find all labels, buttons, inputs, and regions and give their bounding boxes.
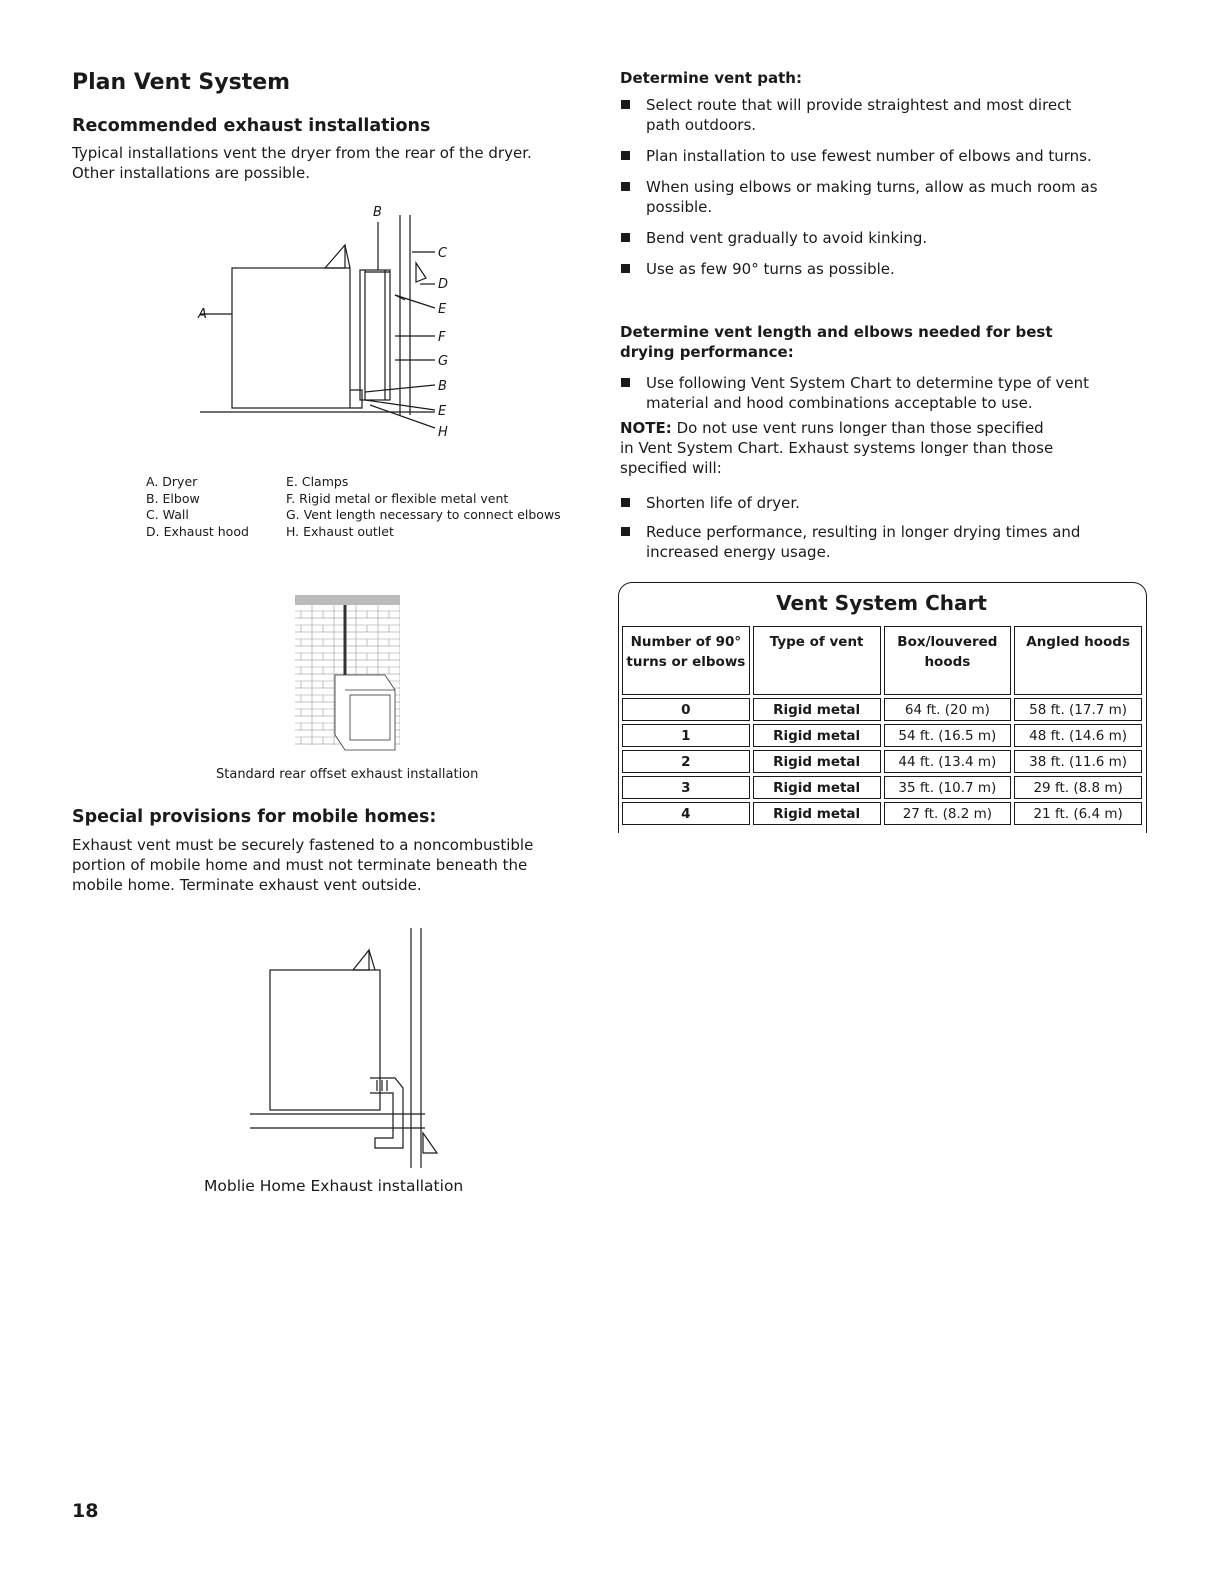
list-item: Select route that will provide straightest and most direct path outdoors.: [620, 95, 1100, 135]
vent-length-list: [620, 373, 1100, 413]
legend-item: C. Wall: [146, 507, 189, 522]
page-number: 18: [72, 1500, 99, 1522]
cell-turns: 4: [622, 802, 750, 825]
table-row: [622, 802, 1142, 825]
cell-box-hood-length: 44 ft. (13.4 m): [884, 750, 1012, 773]
list-item: Shorten life of dryer.: [620, 493, 1100, 513]
list-item: Use as few 90° turns as possible.: [620, 259, 1100, 279]
list-item: Plan installation to use fewest number of elbows and turns.: [620, 146, 1100, 166]
header-vent-type: Type of vent: [753, 626, 881, 695]
cell-angled-hood-length: 38 ft. (11.6 m): [1014, 750, 1142, 773]
legend-column-1: [146, 474, 276, 540]
list-item: Use following Vent System Chart to determine type of vent material and hood combinations acceptable to use.: [620, 373, 1100, 413]
mobile-home-exhaust-diagram: [245, 928, 455, 1173]
section-heading-recommended: Recommended exhaust installations: [72, 116, 431, 136]
label-g: G: [438, 354, 449, 369]
note-label: NOTE:: [620, 419, 672, 437]
dryer-sketch: [335, 675, 395, 750]
ceiling: [295, 595, 400, 605]
label-b-top: B: [373, 205, 382, 220]
vent-path-list: [620, 95, 1100, 279]
legend-item: G. Vent length necessary to connect elbows: [286, 507, 561, 522]
cell-angled-hood-length: 48 ft. (14.6 m): [1014, 724, 1142, 747]
dryer-body: [270, 970, 380, 1110]
legend-column-2: [286, 474, 596, 540]
legend-item: H. Exhaust outlet: [286, 523, 394, 539]
exhaust-hood: [416, 263, 426, 282]
bullet-square-icon: [621, 182, 630, 191]
label-a: A: [198, 307, 207, 322]
note-text: Do not use vent runs longer than those specified in Vent System Chart. Exhaust systems longer than those specified will:: [620, 419, 1054, 477]
cell-turns: 3: [622, 776, 750, 799]
label-b-bottom: B: [438, 379, 447, 394]
list-item: Bend vent gradually to avoid kinking.: [620, 228, 1100, 248]
legend-item: F. Rigid metal or flexible metal vent: [286, 490, 509, 506]
cell-vent-type: Rigid metal: [753, 750, 881, 773]
header-box-hoods: Box/louvered hoods: [884, 626, 1012, 695]
label-f: F: [438, 330, 446, 345]
cell-box-hood-length: 64 ft. (20 m): [884, 698, 1012, 721]
bullet-square-icon: [621, 378, 630, 387]
header-turns: Number of 90° turns or elbows: [622, 626, 750, 695]
label-e-top: E: [438, 302, 447, 317]
figure-caption-mobile-home: Moblie Home Exhaust installation: [204, 1177, 464, 1195]
rear-exhaust-diagram: [190, 200, 470, 445]
vent-length-heading: Determine vent length and elbows needed for best drying performance:: [620, 323, 1053, 361]
vent-path-heading: Determine vent path:: [620, 69, 802, 87]
legend-item: A. Dryer: [146, 474, 198, 489]
dryer-console: [353, 950, 369, 970]
cell-vent-type: Rigid metal: [753, 724, 881, 747]
cell-box-hood-length: 27 ft. (8.2 m): [884, 802, 1012, 825]
cell-box-hood-length: 35 ft. (10.7 m): [884, 776, 1012, 799]
table-row: [622, 750, 1142, 773]
cell-angled-hood-length: 29 ft. (8.8 m): [1014, 776, 1142, 799]
legend-item: B. Elbow: [146, 490, 200, 506]
vent-system-chart-title: Vent System Chart: [776, 591, 987, 615]
bullet-square-icon: [621, 498, 630, 507]
bullet-square-icon: [621, 100, 630, 109]
bullet-square-icon: [621, 233, 630, 242]
figure-caption-rear-offset: Standard rear offset exhaust installation: [216, 767, 479, 782]
table-row: [622, 776, 1142, 799]
list-item: When using elbows or making turns, allow as much room as possible.: [620, 177, 1100, 217]
cell-angled-hood-length: 21 ft. (6.4 m): [1014, 802, 1142, 825]
table-row: [622, 698, 1142, 721]
bullet-square-icon: [621, 264, 630, 273]
cell-box-hood-length: 54 ft. (16.5 m): [884, 724, 1012, 747]
note-paragraph: [620, 418, 1060, 478]
header-angled-hoods: Angled hoods: [1014, 626, 1142, 695]
dryer-console: [325, 245, 345, 268]
section-text-mobile-homes: Exhaust vent must be securely fastened to a noncombustible portion of mobile home and must not terminate beneath the mobile home. Terminate exhaust vent outside.: [72, 836, 534, 894]
label-e-bottom: E: [438, 404, 447, 419]
cell-turns: 2: [622, 750, 750, 773]
cell-turns: 1: [622, 724, 750, 747]
bullet-square-icon: [621, 527, 630, 536]
vent-system-table: [619, 623, 1145, 828]
specified-effects-list: [620, 493, 1100, 562]
label-c: C: [438, 246, 448, 261]
rear-offset-illustration: [290, 590, 405, 755]
cell-vent-type: Rigid metal: [753, 802, 881, 825]
legend-item: D. Exhaust hood: [146, 523, 249, 539]
cell-vent-type: Rigid metal: [753, 776, 881, 799]
table-header-row: [622, 626, 1142, 695]
legend-item: E. Clamps: [286, 474, 349, 489]
cell-turns: 0: [622, 698, 750, 721]
bullet-square-icon: [621, 151, 630, 160]
exhaust-hood: [423, 1133, 437, 1153]
list-item: Reduce performance, resulting in longer drying times and increased energy usage.: [620, 522, 1100, 562]
section-text-recommended: Typical installations vent the dryer from the rear of the dryer. Other installations are possible.: [72, 144, 532, 182]
table-row: [622, 724, 1142, 747]
label-h: H: [438, 425, 448, 440]
cell-angled-hood-length: 58 ft. (17.7 m): [1014, 698, 1142, 721]
label-d: D: [438, 277, 449, 292]
cell-vent-type: Rigid metal: [753, 698, 881, 721]
section-heading-mobile-homes: Special provisions for mobile homes:: [72, 807, 437, 827]
page-title: Plan Vent System: [72, 70, 291, 95]
dryer-body: [232, 268, 350, 408]
